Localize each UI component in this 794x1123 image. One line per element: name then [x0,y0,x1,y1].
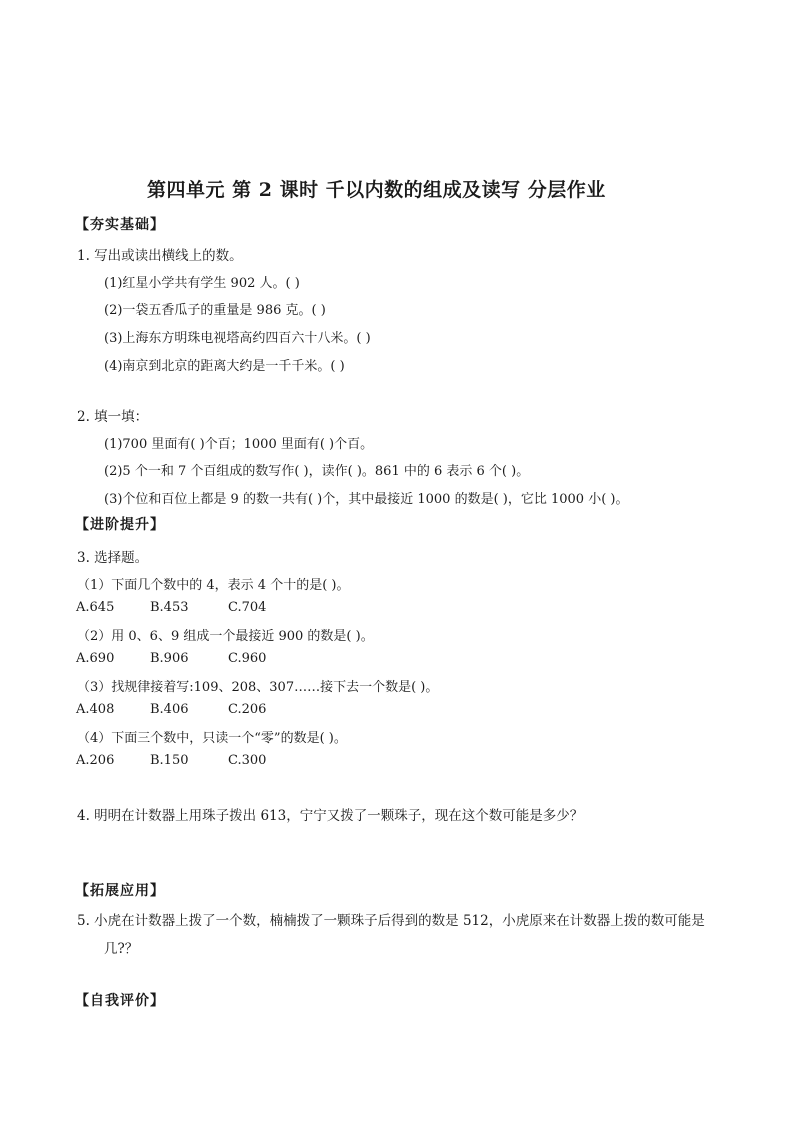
question-1-item: (4)南京到北京的距离大约是一千千米。( ) [104,359,345,374]
question-1-stem: 1. 写出或读出横线上的数。 [77,248,243,264]
choice-question: （1）下面几个数中的 4，表示 4 个十的是( )。 [77,578,350,593]
choice-option: B.453 [150,600,189,615]
section-heading-extend: 【拓展应用】 [75,883,165,899]
question-2-item: (1)700 里面有( )个百；1000 里面有( )个百。 [104,437,374,452]
question-1-item: (1)红星小学共有学生 902 人。( ) [104,276,300,291]
question-5-stem-continued: 几?？ [104,941,139,957]
choice-option: A.408 [76,702,115,717]
choice-option: B.150 [150,753,189,768]
choice-option: C.206 [228,702,267,717]
choice-question: （2）用 0、6、9 组成一个最接近 900 的数是( )。 [77,629,374,644]
page-title: 第四单元 第 2 课时 千以内数的组成及读写 分层作业 [147,179,606,201]
choice-question: （4）下面三个数中，只读一个“零”的数是( )。 [77,731,347,746]
question-2-item: (2)5 个一和 7 个百组成的数写作( )，读作( )。861 中的 6 表示 6 个( )。 [104,464,530,479]
choice-option: C.704 [228,600,267,615]
choice-option: A.206 [76,753,115,768]
choice-option: A.645 [76,600,115,615]
question-2-item: (3)个位和百位上都是 9 的数一共有( )个，其中最接近 1000 的数是( )，它比 1000 小( )。 [104,492,629,507]
question-1-item: (3)上海东方明珠电视塔高约四百六十八米。( ) [104,331,371,346]
question-2-stem: 2. 填一填： [77,409,149,425]
choice-option: C.960 [228,651,267,666]
section-heading-advanced: 【进阶提升】 [75,517,165,533]
question-5-stem: 5. 小虎在计数器上拨了一个数，楠楠拨了一颗珠子后得到的数是 512，小虎原来在计数器上拨的数可能是 [77,913,705,929]
question-1-item: (2)一袋五香瓜子的重量是 986 克。( ) [104,303,326,318]
choice-option: A.690 [76,651,115,666]
question-3-stem: 3. 选择题。 [77,550,149,566]
choice-option: B.406 [150,702,189,717]
choice-option: C.300 [228,753,267,768]
question-4-stem: 4. 明明在计数器上用珠子拨出 613，宁宁又拨了一颗珠子，现在这个数可能是多少？ [77,808,584,824]
choice-question: （3）找规律接着写:109、208、307……接下去一个数是( )。 [77,680,439,695]
section-heading-basic: 【夯实基础】 [75,217,165,233]
section-heading-self-evaluation: 【自我评价】 [75,993,165,1009]
choice-option: B.906 [150,651,189,666]
